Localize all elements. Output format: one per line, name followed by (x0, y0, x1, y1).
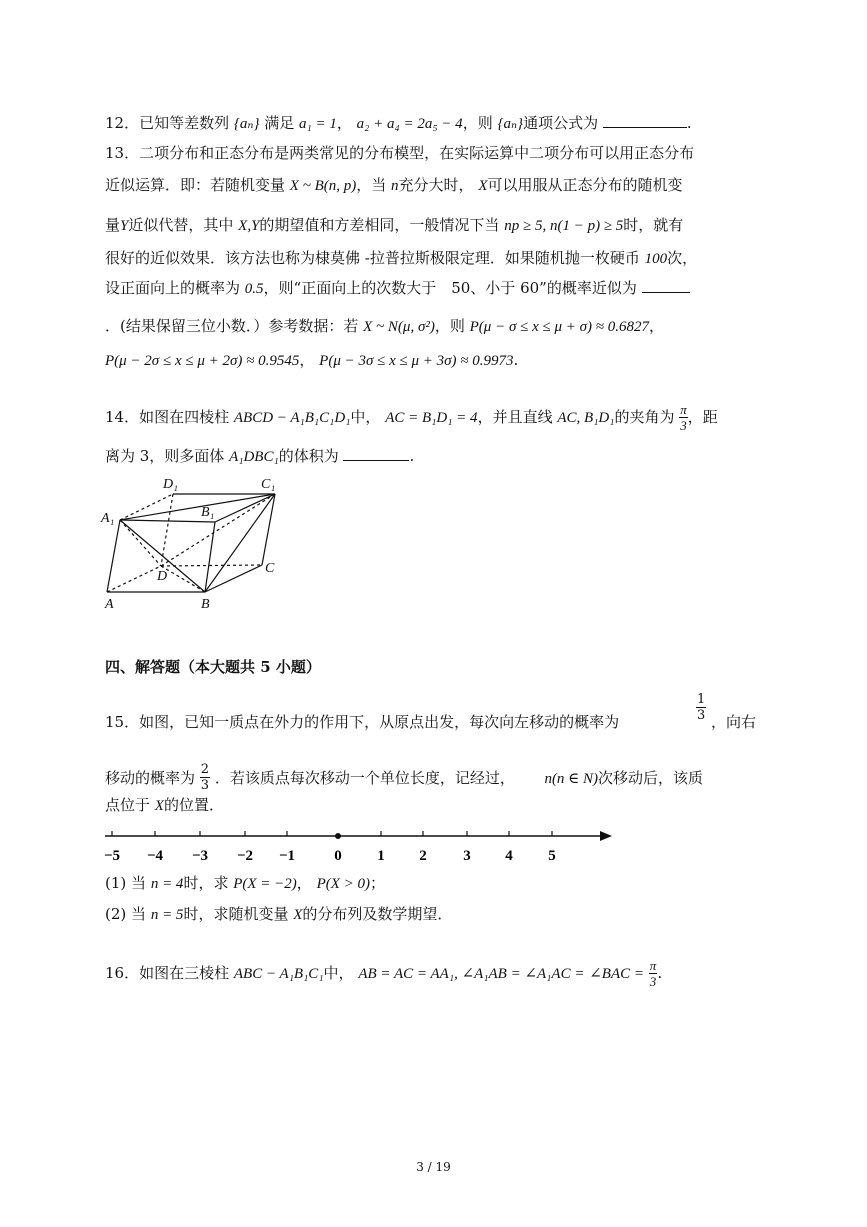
fraction-denominator: 3 (649, 974, 657, 989)
label-B: B (201, 597, 210, 612)
q14-math: AC, B₁D₁ (557, 410, 615, 426)
q15-text: 点位于 (105, 796, 151, 814)
q13-text: 可以用服从正态分布的随机变 (487, 176, 683, 194)
q16-text: . (657, 964, 663, 982)
q12-text: 12．已知等差数列 (105, 114, 230, 132)
label-D1: D₁ (163, 477, 178, 492)
q13-math: 0.5 (244, 281, 264, 297)
q14-angle-fraction (679, 402, 688, 433)
q15-right-fraction (200, 762, 210, 793)
q15-text: ．若该质点每次移动一个单位长度，记经过， (214, 769, 515, 787)
q13-text: . (513, 351, 519, 369)
q15-left-fraction (696, 692, 706, 723)
q13-line-1 (105, 143, 694, 163)
q13-line-2 (105, 175, 683, 196)
q15-text: (1) 当 (105, 874, 147, 892)
q13-text: 设正面向上的概率为 (105, 279, 241, 297)
q13-text: ， (649, 317, 665, 335)
edge-A1C1 (120, 494, 275, 520)
q13-line-7 (105, 350, 518, 371)
q15-math: n = 4 (150, 876, 184, 892)
section-title (105, 657, 321, 677)
q13-math: X,Y (238, 218, 260, 234)
q13-text: 近似运算．即：若随机变量 (105, 176, 286, 194)
label-B1: B₁ (201, 505, 215, 520)
q15-math: n = 5 (150, 907, 184, 923)
q13-text: 量 (105, 216, 121, 234)
q13-math: P(μ − σ ≤ x ≤ μ + σ) ≈ 0.6827 (469, 319, 649, 335)
q15-text: 的位置． (163, 796, 224, 814)
q13-text: 充分大时， (398, 176, 474, 194)
q12-text: ，则 (462, 114, 493, 132)
q15-text: ， (296, 874, 312, 892)
origin-point (335, 833, 341, 839)
q12-condition: a₂ + a₄ = 2a₅ − 4 (356, 116, 463, 132)
label-C1: C₁ (261, 477, 276, 492)
q15-math: P(X = −2) (233, 876, 297, 892)
q13-text: ， (299, 351, 315, 369)
q16-math: AB = AC = AA₁, ∠A₁AB = ∠A₁AC = (358, 966, 585, 982)
number-line (100, 822, 620, 870)
q15-text: (2) 当 (105, 905, 147, 923)
q14-math: A₁DBC₁ (229, 449, 279, 465)
q15-line-2 (105, 762, 703, 793)
edge-A1A (107, 520, 120, 592)
q13-text: ．(结果保留三位小数．）参考数据：若 (105, 317, 359, 335)
fraction-denominator: 3 (200, 778, 210, 793)
q15-math: X (293, 907, 303, 923)
q14-text: ，距 (687, 408, 718, 426)
q12-answer-blank (603, 113, 687, 128)
q13-math: Y (120, 218, 129, 234)
number-line-tick-label: 4 (505, 848, 513, 864)
q16-text: 中， (323, 964, 354, 982)
q12-text: 满足 (264, 114, 295, 132)
number-line-arrow-icon (600, 831, 612, 841)
label-D: D (157, 569, 168, 584)
q14-text: 14．如图在四棱柱 (105, 408, 230, 426)
q14-text: . (409, 447, 415, 465)
edge-C1C (262, 494, 275, 565)
q14-line-1 (105, 402, 718, 433)
number-line-tick-label: −2 (236, 848, 254, 864)
q15-line-1 (105, 712, 619, 732)
q13-text: ，当 (356, 176, 387, 194)
q12-end: . (686, 114, 692, 132)
q15-text: 15．如图，已知一质点在外力的作用下，从原点出发，每次向左移动的概率为 (105, 713, 620, 731)
q13-text: 13．二项分布和正态分布是两类常见的分布模型，在实际运算中二项分布可以用正态分布 (105, 144, 695, 162)
edge-A1B1 (120, 520, 215, 522)
q15-text: 时，求随机变量 (183, 905, 289, 923)
edge-DC (161, 565, 262, 566)
edge-D1D (161, 494, 173, 566)
q13-text: 很好的近似效果．该方法也称为棣莫佛 -拉普拉斯极限定理．如果随机抛一枚硬币 (105, 249, 640, 267)
q13-math: X ~ N(μ, σ²) (363, 319, 435, 335)
q16-line-1 (105, 958, 662, 989)
q15-part-1 (105, 873, 385, 894)
q12-sequence: {aₙ} (497, 116, 524, 132)
q13-text: ，则“正面向上的次数大于 50、小于 60”的概率近似为 (263, 279, 637, 297)
q13-math: X ~ B(n, p) (289, 178, 357, 194)
q15-line-3 (105, 795, 224, 816)
fraction-denominator: 3 (697, 708, 706, 723)
q14-text: 的体积为 (278, 447, 339, 465)
q14-answer-blank (343, 446, 409, 461)
q14-text: ，并且直线 (477, 408, 553, 426)
q13-text: 时，就有 (623, 216, 684, 234)
q15-text: 时，求 (183, 874, 229, 892)
q12-line (105, 113, 692, 134)
q12-condition: a₁ = 1 (299, 116, 337, 132)
edge-A1D (120, 520, 161, 566)
q13-line-5 (105, 278, 690, 299)
q13-text: 近似代替，其中 (128, 216, 234, 234)
number-line-tick-label: −5 (103, 848, 121, 864)
q16-text: 16．如图在三棱柱 (105, 964, 230, 982)
q13-line-3 (105, 215, 683, 236)
q14-math: AC = B₁D₁ = 4 (385, 410, 478, 426)
number-line-tick-label: −4 (146, 848, 164, 864)
q15-text: ； (370, 874, 386, 892)
q14-math: ABCD − A₁B₁C₁D₁ (233, 410, 351, 426)
section-title-text: 四、解答题（本大题共 5 小题） (105, 658, 321, 676)
number-line-tick-label: 0 (334, 848, 342, 864)
edge-BC (205, 565, 262, 592)
q15-text: 次移动后，该质 (598, 769, 704, 787)
number-line-tick-label: −3 (191, 848, 209, 864)
q15-math: X (154, 798, 164, 814)
fraction-denominator: 3 (680, 418, 687, 433)
q13-text: ，则 (434, 317, 465, 335)
edge-DC1 (161, 494, 275, 566)
q13-math: n (391, 178, 399, 194)
q14-line-2 (105, 446, 414, 467)
q15-math: P(X > 0) (316, 876, 371, 892)
edge-C1B (205, 494, 275, 592)
fraction-numerator: π (680, 402, 687, 417)
q13-math: P(μ − 2σ ≤ x ≤ μ + 2σ) ≈ 0.9545 (105, 353, 300, 369)
label-C: C (265, 561, 275, 576)
q15-math: n(n ∈ N) (544, 771, 599, 787)
page-number-text: 3 / 19 (416, 1160, 451, 1174)
prism-figure (95, 470, 295, 615)
q15-text: ，向右 (711, 713, 757, 731)
q13-line-4 (105, 248, 697, 269)
q14-text: 离为 3，则多面体 (105, 447, 225, 465)
q16-math: ABC − A₁B₁C₁ (233, 966, 324, 982)
q16-math: ∠BAC = (589, 966, 645, 982)
q13-math: P(μ − 3σ ≤ x ≤ μ + 3σ) ≈ 0.9973 (319, 353, 514, 369)
q12-sequence: {aₙ} (233, 116, 260, 132)
fraction-numerator: 2 (200, 762, 210, 777)
label-A: A (105, 597, 114, 612)
q13-math: np ≥ 5, n(1 − p) ≥ 5 (504, 218, 624, 234)
page-number (0, 1160, 867, 1174)
fraction-numerator: π (649, 958, 657, 973)
edge-DB (161, 566, 205, 592)
q14-text: 的夹角为 (614, 408, 675, 426)
q15-text: 的分布列及数学期望． (302, 905, 453, 923)
edge-C1B1 (215, 494, 275, 522)
q13-text: 次， (667, 249, 698, 267)
q13-answer-blank (642, 278, 690, 293)
number-line-tick-label: 1 (377, 848, 385, 864)
q12-text: 通项公式为 (523, 114, 599, 132)
q13-math: 100 (644, 251, 668, 267)
fraction-numerator: 1 (697, 692, 706, 707)
number-line-tick-label: 2 (419, 848, 427, 864)
q12-comma: ， (336, 114, 352, 132)
number-line-tick-label: 5 (548, 848, 556, 864)
number-line-tick-label: 3 (463, 848, 471, 864)
number-line-tick-label: −1 (278, 848, 296, 864)
q13-line-6 (105, 316, 664, 337)
q13-math: X (478, 178, 488, 194)
q14-text: 中， (350, 408, 381, 426)
label-A1: A₁ (101, 511, 115, 526)
q15-line-1b (711, 712, 756, 732)
q15-part-2 (105, 904, 452, 925)
edge-AD (107, 566, 161, 592)
q15-text: 移动的概率为 (105, 769, 196, 787)
q13-text: 的期望值和方差相同，一般情况下当 (259, 216, 500, 234)
